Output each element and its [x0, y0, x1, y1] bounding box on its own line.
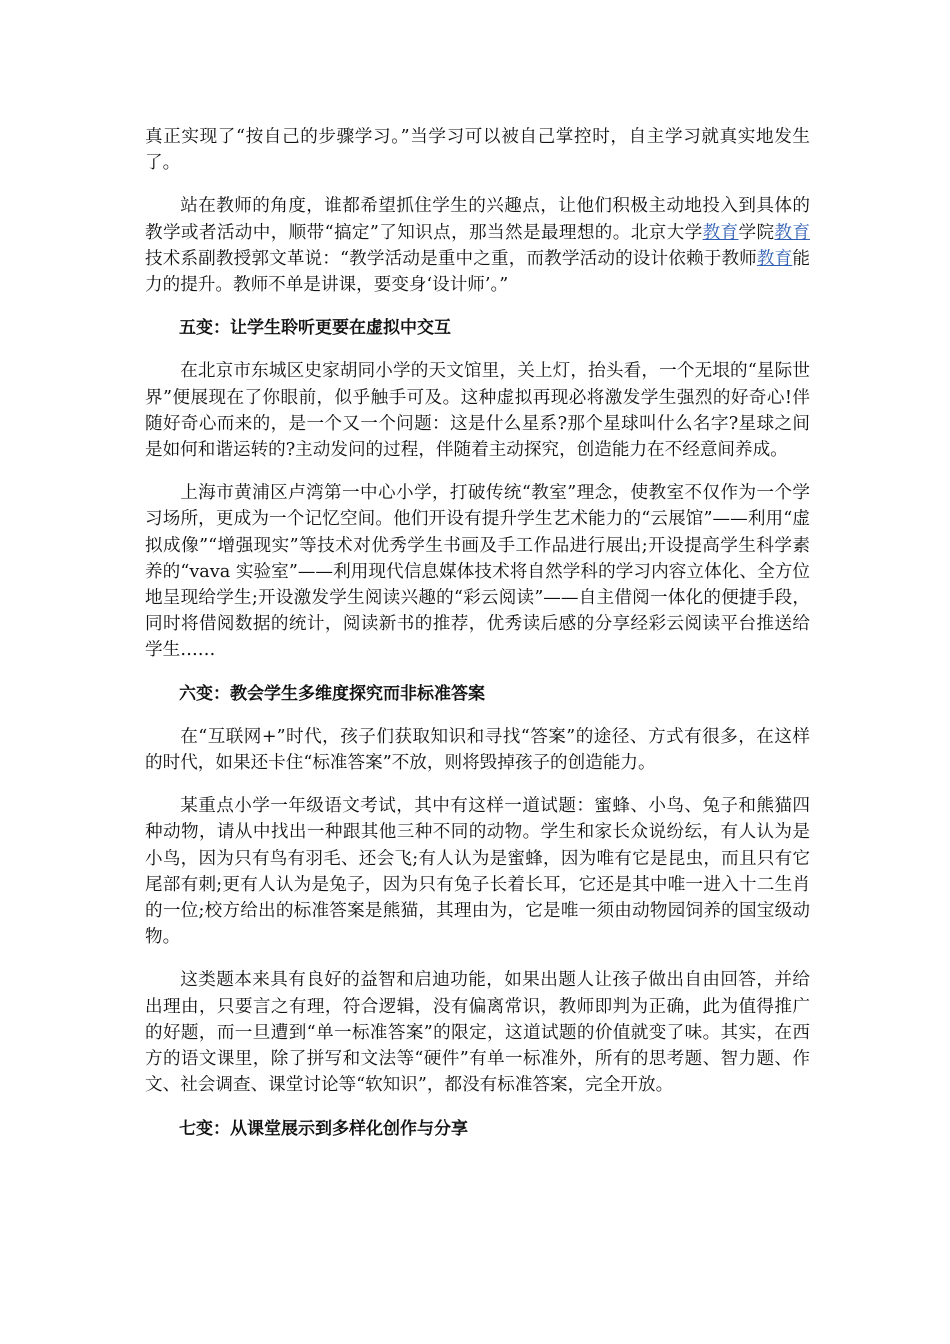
paragraph-text: 学院 — [738, 222, 775, 243]
education-link[interactable]: 教育 — [702, 222, 739, 243]
section-heading-six: 六变：教会学生多维度探究而非标准答案 — [179, 683, 485, 704]
section-heading-seven: 七变：从课堂展示到多样化创作与分享 — [179, 1118, 468, 1139]
document-body — [145, 124, 810, 1159]
paragraph-open-answers: 这类题本来具有良好的益智和启迪功能，如果出题人让孩子做出自由回答，并给出理由，只要言之有理，符合逻辑，没有偏离常识，教师即判为正确，此为值得推广的好题，而一旦遭到“单一标准答案”的限定，这道试题的价值就变了味。其实，在西方的语文课里，除了拼写和文法等“硬件”有单一标准外，所有的思考题、智力题、作文、社会调查、课堂讨论等“软知识”，都没有标准答案，完全开放。 — [145, 970, 810, 1096]
section-heading-five: 五变：让学生聆听更要在虚拟中交互 — [179, 318, 451, 339]
paragraph-teacher-perspective — [145, 193, 810, 298]
paragraph-text: 技术系副教授郭文革说：“教学活动是重中之重，而教学活动的设计依赖于教师 — [145, 248, 757, 269]
paragraph-continuation: 真正实现了“按自己的步骤学习。”当学习可以被自己掌控时，自主学习就真实地发生了。 — [145, 127, 810, 174]
education-link[interactable]: 教育 — [756, 248, 793, 269]
paragraph-text: 站在教师的角度，谁都希望抓住学生的兴趣点，让他们积极主动地投入到具体的教学或者活动中，顺带“搞定”了知识点，那当然是最理想的。北京大学 — [145, 196, 810, 243]
paragraph-planetarium: 在北京市东城区史家胡同小学的天文馆里，关上灯，抬头看，一个无垠的“星际世界”便展现在了你眼前，似乎触手可及。这种虚拟再现必将激发学生强烈的好奇心!伴随好奇心而来的，是一个又一个问题：这是什么星系?那个星球叫什么名字?星球之间是如何和谐运转的?主动发问的过程，伴随着主动探究，创造能力在不经意间养成。 — [145, 361, 810, 461]
paragraph-shanghai-school: 上海市黄浦区卢湾第一中心小学，打破传统“教室”理念，使教室不仅作为一个学习场所，更成为一个记忆空间。他们开设有提升学生艺术能力的“云展馆”——利用“虚拟成像”“增强现实”等技术对优秀学生书画及手工作品进行展出;开设提高学生科学素养的“vava 实验室”——利用现代信息媒体技术将自然学科的学习内容立体化、全方位地呈现给学生;开设激发学生阅读兴趣的“彩云阅读”——自主借阅一体化的便捷手段，同时将借阅数据的统计，阅读新书的推荐，优秀读后感的分享经彩云阅读平台推送给学生…… — [145, 483, 810, 661]
paragraph-internet-plus: 在“互联网+”时代，孩子们获取知识和寻找“答案”的途径、方式有很多，在这样的时代，如果还卡住“标准答案”不放，则将毁掉孩子的创造能力。 — [145, 726, 810, 774]
paragraph-exam-question: 某重点小学一年级语文考试，其中有这样一道试题：蜜蜂、小鸟、兔子和熊猫四种动物，请从中找出一种跟其他三种不同的动物。学生和家长众说纷纭，有人认为是小鸟，因为只有鸟有羽毛、还会飞;有人认为是蜜蜂，因为唯有它是昆虫，而且只有它尾部有刺;更有人认为是兔子，因为只有兔子长着长耳，它还是其中唯一进入十二生肖的一位;校方给出的标准答案是熊猫，其理由为，它是唯一须由动物园饲养的国宝级动物。 — [145, 796, 810, 948]
paragraph-text: 能力的提升。教师不单是讲课，要变身‘设计师’。” — [145, 248, 810, 296]
education-link[interactable]: 教育 — [774, 222, 810, 243]
